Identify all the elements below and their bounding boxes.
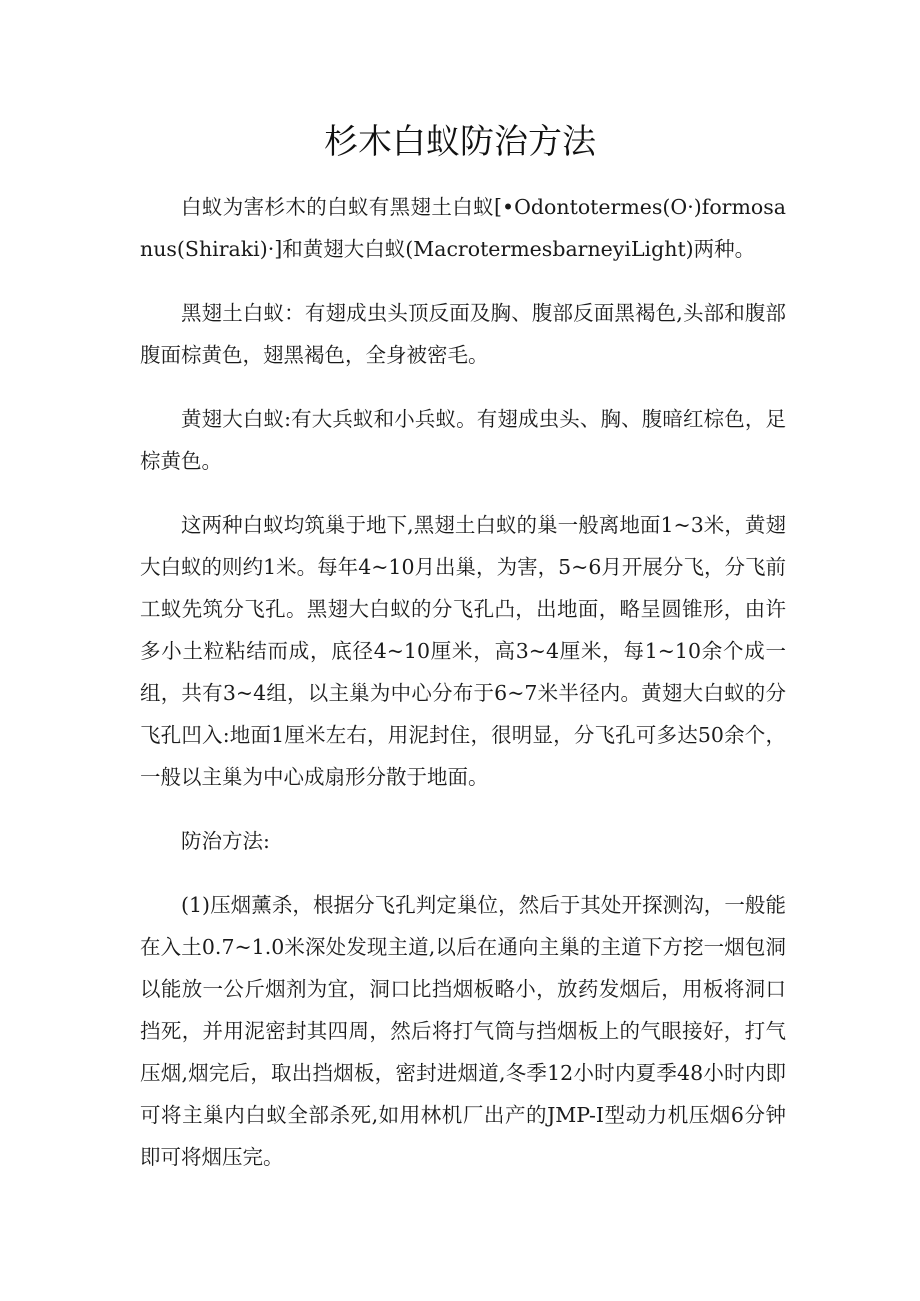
paragraph-control-heading: 防治方法: xyxy=(181,829,270,853)
paragraph-yellow-wing-termite: 黄翅大白蚁:有大兵蚁和小兵蚁。有翅成虫头、胸、腹暗红棕色，足棕黄色。 xyxy=(140,407,786,473)
paragraph-black-wing-termite: 黑翅土白蚁：有翅成虫头顶反面及胸、腹部反面黑褐色,头部和腹部腹面棕黄色，翅黑褐色，全身被密毛。 xyxy=(140,301,786,367)
paragraph-nesting-habits: 这两种白蚁均筑巢于地下,黑翅土白蚁的巢一般离地面1~3米，黄翅大白蚁的则约1米。每年4~10月出巢，为害，5~6月开展分飞，分飞前工蚁先筑分飞孔。黑翅大白蚁的分飞孔凸，出地面，略呈圆锥形，由许多小土粒粘结而成，底径4~10厘米，高3~4厘米，每1~10余个成一组，共有3~4组，以主巢为中心分布于6~7米半径内。黄翅大白蚁的分飞孔凹入:地面1厘米左右，用泥封住，很明显，分飞孔可多达50余个，一般以主巢为中心成扇形分散于地面。 xyxy=(140,513,786,789)
paragraph-intro: 白蚁为害杉木的白蚁有黑翅土白蚁[•Odontotermes(O·)formosanus(Shiraki)·]和黄翅大白蚁(MacrotermesbarneyiLight)两种。 xyxy=(140,195,786,261)
document-title: 杉木白蚁防治方法 xyxy=(324,122,596,162)
paragraph-smoke-fumigation: (1)压烟薰杀，根据分飞孔判定巢位，然后于其处开探测沟，一般能在入土0.7~1.0米深处发现主道,以后在通向主巢的主道下方挖一烟包洞以能放一公斤烟剂为宜，洞口比挡烟板略小，放药发烟后，用板将洞口挡死，并用泥密封其四周，然后将打气筒与挡烟板上的气眼接好，打气压烟,烟完后，取出挡烟板，密封进烟道,冬季12小时内夏季48小时内即可将主巢内白蚁全部杀死,如用林机厂出产的JMP-I型动力机压烟6分钟即可将烟压完。 xyxy=(140,893,786,1169)
document-body xyxy=(140,186,786,1200)
